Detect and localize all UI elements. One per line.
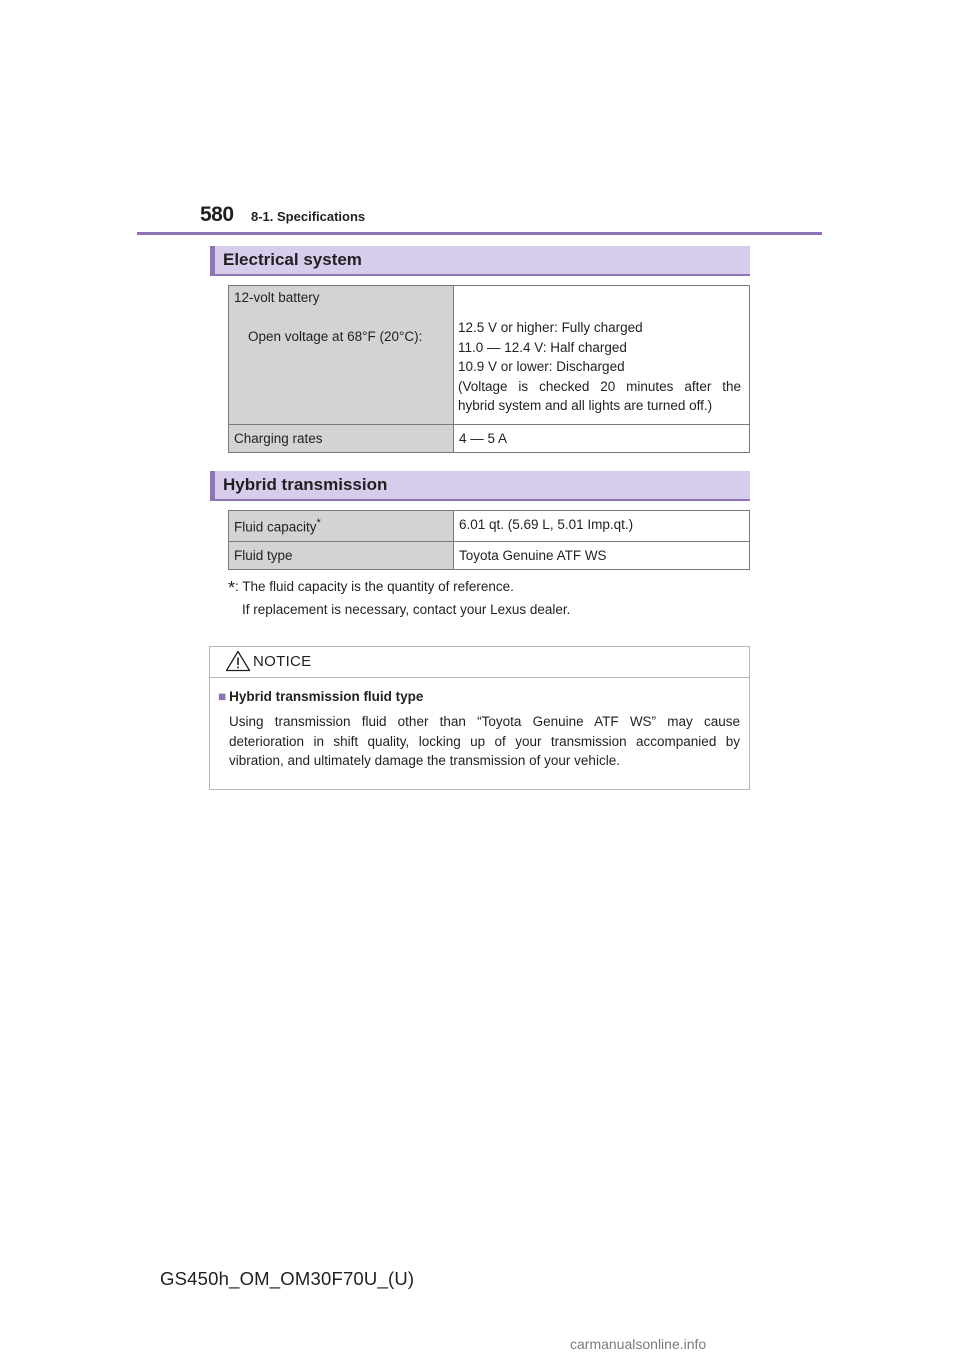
electrical-system-heading xyxy=(210,246,750,276)
table-row xyxy=(229,424,750,452)
hybrid-transmission-table xyxy=(228,510,750,570)
charging-value-cell xyxy=(454,424,750,452)
battery-value-discharged: 10.9 V or lower: Discharged xyxy=(458,359,625,374)
battery-value-cell xyxy=(454,286,750,425)
notice-body xyxy=(218,689,740,771)
battery-value-full: 12.5 V or higher: Fully charged xyxy=(458,320,643,335)
watermark: carmanualsonline.info xyxy=(570,1336,707,1352)
fluid-capacity-value: 6.01 qt. (5.69 L, 5.01 Imp.qt.) xyxy=(459,517,634,532)
notice-text: Using transmission fluid other than “Toyota Genuine ATF WS” may cause deterioration in shift quality, locking up of your transmission accompanied by vibration, and ultimately damage the transmission of your vehicle. xyxy=(229,714,740,768)
footnote-star: * xyxy=(228,578,236,598)
electrical-system-title: Electrical system xyxy=(223,250,362,269)
battery-value-note-1: (Voltage is checked 20 minutes after the xyxy=(458,378,741,394)
notice-title: NOTICE xyxy=(253,653,312,670)
battery-label: 12-volt battery xyxy=(234,290,320,305)
charging-label-cell xyxy=(229,424,454,452)
page-number: 580 xyxy=(200,203,234,226)
battery-value-half: 11.0 — 12.4 V: Half charged xyxy=(458,339,627,355)
footnote-mark: * xyxy=(316,517,321,529)
fluid-type-label: Fluid type xyxy=(234,547,293,563)
charging-label: Charging rates xyxy=(234,430,323,446)
warning-icon xyxy=(225,650,251,672)
battery-sublabel: Open voltage at 68°F (20°C): xyxy=(248,329,423,344)
bullet-square-icon: ■ xyxy=(218,689,227,704)
fluid-capacity-label-cell xyxy=(229,511,454,542)
footnote-line-1: : The fluid capacity is the quantity of reference. xyxy=(235,579,514,594)
battery-value-note-2: hybrid system and all lights are turned off.) xyxy=(458,398,713,413)
fluid-capacity-value-cell xyxy=(454,511,750,542)
notice-header xyxy=(210,647,749,678)
notice-box xyxy=(209,646,750,790)
fluid-capacity-label: Fluid capacity xyxy=(234,519,317,535)
header-divider xyxy=(137,232,822,235)
charging-value: 4 — 5 A xyxy=(459,430,508,446)
table-row xyxy=(229,541,750,569)
electrical-system-table xyxy=(228,285,750,453)
notice-subheading-text: Hybrid transmission fluid type xyxy=(229,689,424,704)
table-row xyxy=(229,511,750,542)
battery-label-cell xyxy=(229,286,454,425)
hybrid-transmission-title: Hybrid transmission xyxy=(223,475,388,494)
fluid-type-value-cell xyxy=(454,541,750,569)
document-code: GS450h_OM_OM30F70U_(U) xyxy=(160,1268,415,1289)
table-row xyxy=(229,286,750,425)
hybrid-transmission-heading xyxy=(210,471,750,501)
footnote xyxy=(228,576,570,621)
fluid-type-value: Toyota Genuine ATF WS xyxy=(459,547,607,563)
footnote-line-2: If replacement is necessary, contact your Lexus dealer. xyxy=(242,602,571,617)
section-title: 8-1. Specifications xyxy=(251,209,366,224)
page-header xyxy=(200,203,822,233)
notice-subheading xyxy=(218,689,740,704)
fluid-type-label-cell xyxy=(229,541,454,569)
